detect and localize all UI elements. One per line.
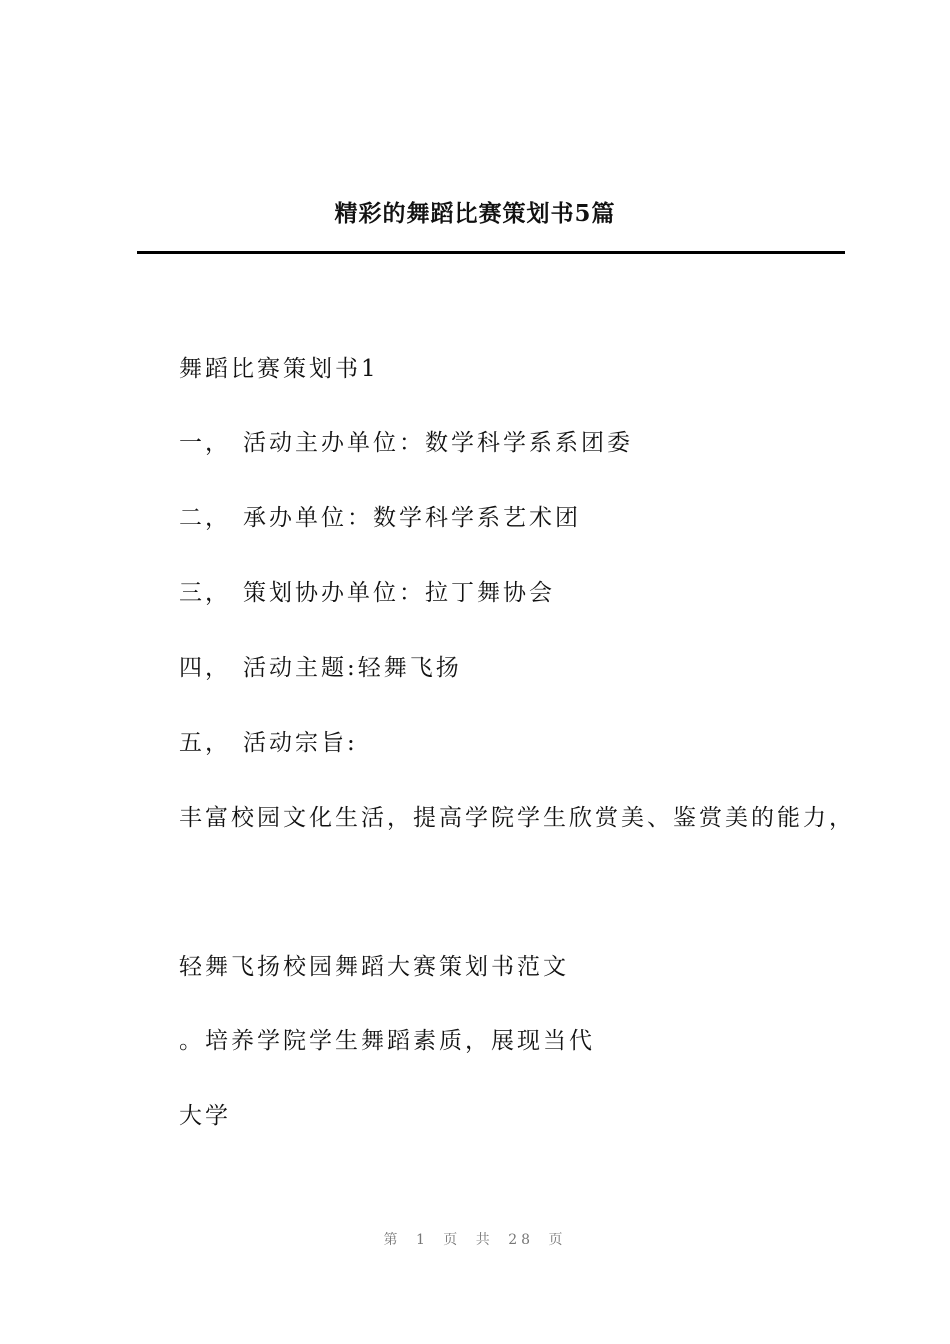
page-number-footer: 第 1 页 共 28 页 (383, 1232, 567, 1248)
document-title: 精彩的舞蹈比赛策划书5篇 (334, 200, 616, 227)
list-item-number: 四， (179, 655, 231, 681)
list-item-number: 二， (179, 505, 231, 531)
list-item (179, 577, 555, 609)
body-paragraph: 丰富校园文化生活，提高学院学生欣赏美、鉴赏美的能力， (179, 805, 855, 831)
list-item (179, 427, 633, 459)
body-paragraph: 。培养学院学生舞蹈素质，展现当代 (179, 1028, 595, 1054)
title-divider (137, 251, 845, 254)
list-item (179, 502, 581, 534)
list-item-text: 活动主题:轻舞飞扬 (243, 655, 462, 681)
list-item (179, 727, 358, 759)
body-paragraph: 轻舞飞扬校园舞蹈大赛策划书范文 (179, 954, 569, 980)
section-heading: 舞蹈比赛策划书1 (179, 356, 379, 382)
list-item (179, 652, 462, 684)
list-item-number: 一， (179, 430, 231, 456)
list-item-text: 承办单位：数学科学系艺术团 (243, 505, 581, 531)
list-item-number: 五， (179, 730, 231, 756)
list-item-text: 活动宗旨: (243, 730, 358, 756)
list-item-text: 活动主办单位：数学科学系系团委 (243, 430, 633, 456)
list-item-text: 策划协办单位：拉丁舞协会 (243, 580, 555, 606)
body-paragraph: 大学 (179, 1103, 231, 1129)
list-item-number: 三， (179, 580, 231, 606)
